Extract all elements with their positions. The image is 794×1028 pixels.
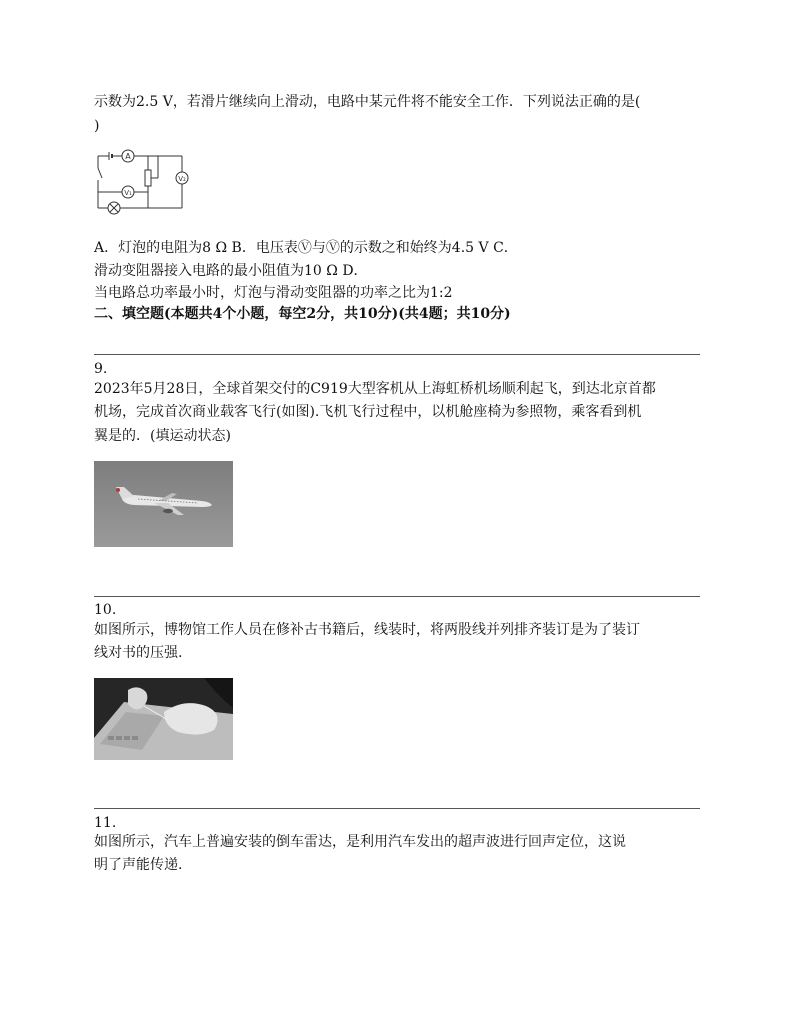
q8-stem-line2: ): [94, 118, 100, 134]
q11-line2: 明了声能传递.: [94, 857, 183, 873]
q11-line1: 如图所示，汽车上普遍安装的倒车雷达，是利用汽车发出的超声波进行回声定位，这说: [94, 834, 626, 850]
ammeter-label: A: [125, 152, 131, 161]
q9-line2: 机场，完成首次商业载客飞行(如图).飞机飞行过程中，以机舱座椅为参照物，乘客看到机: [94, 404, 642, 420]
q8-options-line1: A．灯泡的电阻为8 Ω B．电压表Ⓥ与Ⓥ的示数之和始终为4.5 V C．: [94, 240, 518, 256]
q8-options-line2: 滑动变阻器接入电路的最小阻值为10 Ω D．: [94, 263, 368, 279]
circuit-diagram: [92, 146, 196, 218]
divider: [94, 808, 700, 809]
divider: [94, 596, 700, 597]
section2-heading: 二、填空题(本题共4个小题，每空2分，共10分)(共4题；共10分): [94, 306, 511, 322]
voltmeter2-label: V₂: [178, 175, 186, 183]
q10-line2: 线对书的压强.: [94, 645, 183, 661]
q8-stem-line1: 示数为2.5 V，若滑片继续向上滑动，电路中某元件将不能安全工作．下列说法正确的是(: [94, 94, 641, 110]
rheostat-body: [145, 170, 151, 186]
switch-blade: [98, 168, 102, 178]
q10-number: 10.: [94, 602, 117, 618]
q11-number: 11.: [94, 815, 117, 831]
bookbinding-photo: [94, 678, 233, 760]
voltmeter1-label: V₁: [124, 189, 132, 197]
q8-options-line3: 当电路总功率最小时，灯泡与滑动变阻器的功率之比为1:2: [94, 285, 453, 301]
q10-line1: 如图所示，博物馆工作人员在修补古书籍后，线装时，将两股线并列排齐装订是为了装订: [94, 622, 640, 638]
airplane-photo: [94, 461, 233, 547]
q9-line3: 翼是的．(填运动状态): [94, 428, 231, 444]
divider: [94, 354, 700, 355]
q9-line1: 2023年5月28日，全球首架交付的C919大型客机从上海虹桥机场顺利起飞，到达北京首都: [94, 381, 656, 397]
q9-number: 9.: [94, 361, 108, 377]
